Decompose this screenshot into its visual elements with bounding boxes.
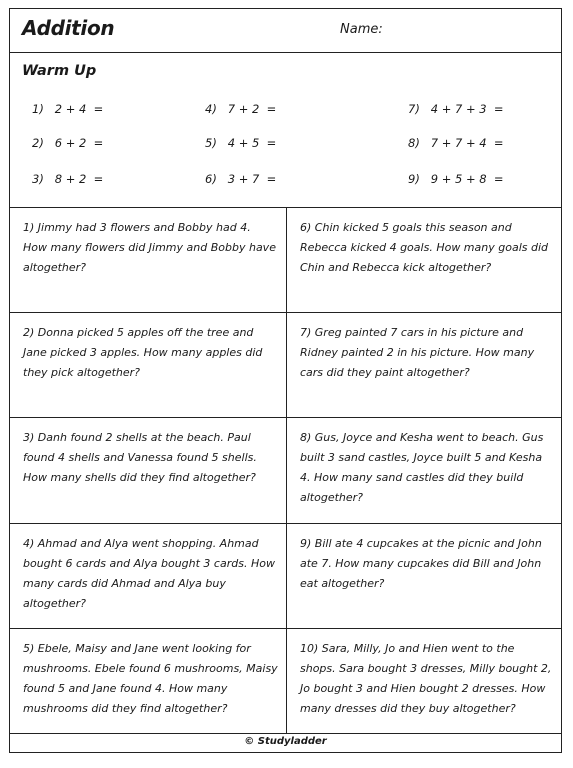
warm-up-title: Warm Up [22,63,97,79]
copyright-footer: © Studyladder [244,736,327,747]
word-problem: 6) Chin kicked 5 goals this season and Rebecca kicked 4 goals. How many goals did Chin and Rebecca kick altogether? [287,208,561,313]
word-problem: 7) Greg painted 7 cars in his picture and Ridney painted 2 in his picture. How many cars did they paint altogether? [287,313,561,418]
warm-up-equation: 9) 9 + 5 + 8 = [408,172,504,186]
worksheet-title: Addition [22,16,115,40]
warm-up-equation: 8) 7 + 7 + 4 = [408,136,504,150]
warm-up-equation: 3) 8 + 2 = [32,172,104,186]
word-problem: 9) Bill ate 4 cupcakes at the picnic and John ate 7. How many cupcakes did Bill and John eat altogether? [287,524,561,629]
warm-up-equation: 6) 3 + 7 = [205,172,277,186]
name-field-label: Name: [340,22,383,37]
worksheet [9,8,562,753]
warm-up-equation: 1) 2 + 4 = [32,102,104,116]
warm-up-equation: 7) 4 + 7 + 3 = [408,102,504,116]
worksheet-header [10,9,561,53]
word-problem: 1) Jimmy had 3 flowers and Bobby had 4. How many flowers did Jimmy and Bobby have altogether? [10,208,287,313]
word-problem: 3) Danh found 2 shells at the beach. Paul found 4 shells and Vanessa found 5 shells. How many shells did they find altogether? [10,418,287,523]
word-problem: 2) Donna picked 5 apples off the tree and Jane picked 3 apples. How many apples did they pick altogether? [10,313,287,418]
word-problem: 8) Gus, Joyce and Kesha went to beach. Gus built 3 sand castles, Joyce built 5 and Kesha 4. How many sand castles did they build altogether? [287,418,561,523]
warm-up-section [10,53,561,208]
warm-up-equation: 5) 4 + 5 = [205,136,277,150]
warm-up-equation: 4) 7 + 2 = [205,102,277,116]
word-problems-grid [10,208,561,734]
word-problem: 4) Ahmad and Alya went shopping. Ahmad bought 6 cards and Alya bought 3 cards. How many cards did Ahmad and Alya buy altogether? [10,524,287,629]
word-problem: 5) Ebele, Maisy and Jane went looking for mushrooms. Ebele found 6 mushrooms, Maisy found 5 and Jane found 4. How many mushrooms did they find altogether? [10,629,287,734]
word-problem: 10) Sara, Milly, Jo and Hien went to the shops. Sara bought 3 dresses, Milly bought 2, Jo bought 3 and Hien bought 2 dresses. How many dresses did they buy altogether? [287,629,561,734]
warm-up-equation: 2) 6 + 2 = [32,136,104,150]
